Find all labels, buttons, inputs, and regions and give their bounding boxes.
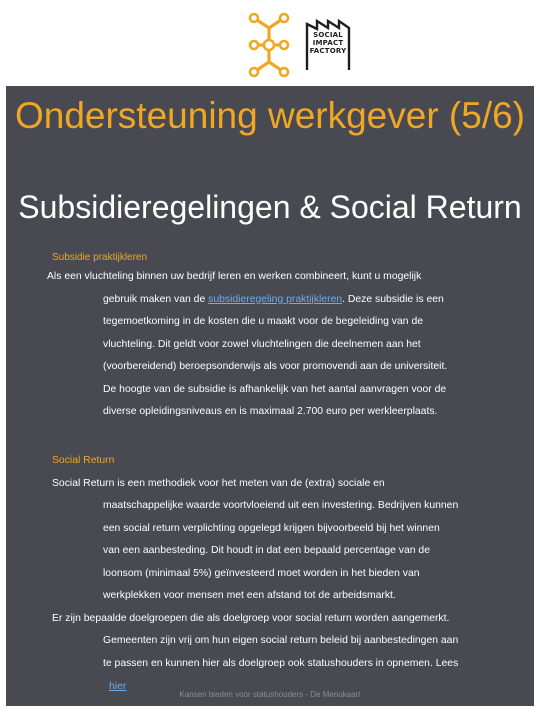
logo-line: SOCIAL <box>313 31 343 39</box>
section-subsidie-body <box>49 266 489 424</box>
paragraph-line: Er zijn bepaalde doelgroepen die als doelgroep voor social return worden aangemerkt. <box>52 612 450 624</box>
logo-line: FACTORY <box>309 47 347 55</box>
paragraph-line: (voorbereidend) beroepsonderwijs als voor promovendi aan de universiteit. <box>103 361 448 372</box>
subsidieregeling-link[interactable]: subsidieregeling praktijkleren <box>208 293 343 305</box>
section-label-social-return: Social Return <box>52 455 115 466</box>
paragraph-line: Als een vluchteling binnen uw bedrijf leren en werken combineert, kunt u mogelijk <box>47 271 422 282</box>
paragraph-line: tegemoetkoming in de kosten die u maakt voor de begeleiding van de <box>103 316 424 327</box>
paragraph-line: De hoogte van de subsidie is afhankelijk van het aantal aanvragen voor de <box>103 383 447 395</box>
paragraph-line: vluchteling. Dit geldt voor zowel vluchtelingen die deelnemen aan het <box>103 338 421 350</box>
paragraph-line: van een aanbesteding. Dit houdt in dat een bepaald percentage van de <box>103 545 430 556</box>
slide-subtitle: Subsidieregelingen & Social Return <box>18 189 522 225</box>
text-fragment: gebruik maken van de <box>103 293 209 305</box>
social-impact-factory-logo <box>304 18 352 72</box>
network-nodes-icon <box>246 12 292 78</box>
paragraph-line: Gemeenten zijn vrij om hun eigen social return beleid bij aanbestedingen aan <box>103 635 459 646</box>
section-social-return-body <box>49 450 489 675</box>
page-footer: Kansen bieden voor statushouders - De Menukaart <box>179 690 361 699</box>
slide-title: Ondersteuning werkgever (5/6) <box>14 95 526 136</box>
paragraph-line: een social return verplichting opgelegd krijgen bijvoorbeeld bij het winnen <box>103 522 440 534</box>
paragraph-line: loonsom (minimaal 5%) geïnvesteerd moet worden in het bieden van <box>103 567 420 579</box>
paragraph-line: diverse opleidingsniveaus en is maximaal 2.700 euro per werkleerplaats. <box>103 406 438 417</box>
paragraph-line: maatschappelijke waarde voortvloeiend uit een investering. Bedrijven kunnen <box>103 500 459 511</box>
section-label-subsidie: Subsidie praktijkleren <box>52 252 148 263</box>
paragraph-line <box>49 289 489 312</box>
lees-hier-link[interactable]: hier <box>109 681 127 692</box>
logo-line: IMPACT <box>312 39 344 47</box>
paragraph-line: te passen en kunnen hier als doelgroep ook statushouders in opnemen. Lees <box>103 657 459 669</box>
text-fragment: . Deze subsidie is een <box>342 293 444 305</box>
paragraph-line: Social Return is een methodiek voor het meten van de (extra) sociale en <box>52 477 385 489</box>
page-header <box>0 0 540 86</box>
paragraph-line: werkplekken voor mensen met een afstand tot de arbeidsmarkt. <box>103 590 396 601</box>
logo-wordmark <box>304 31 352 55</box>
